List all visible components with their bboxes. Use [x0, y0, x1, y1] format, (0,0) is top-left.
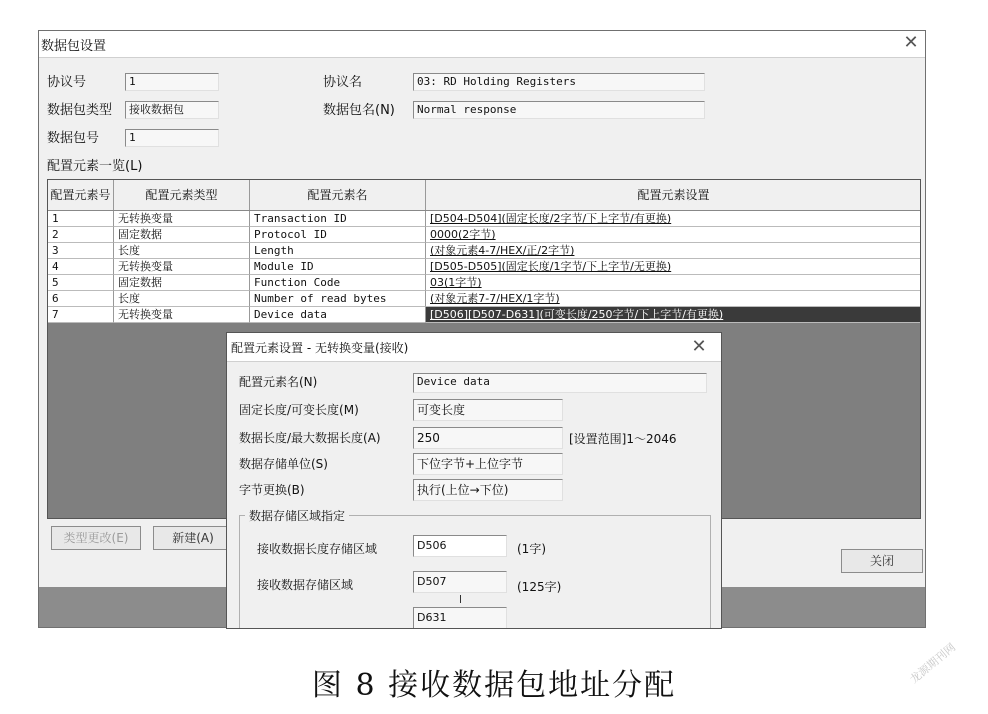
byte-swap-label: 字节更换(B) — [239, 483, 305, 497]
data-area-end-field[interactable]: D631 — [413, 607, 507, 629]
row-type: 无转换变量 — [114, 211, 250, 227]
protocol-no-field[interactable]: 1 — [125, 73, 219, 91]
table-row-selected[interactable] — [48, 307, 920, 323]
row-setting: (对象元素7-7/HEX/1字节) — [426, 291, 921, 307]
packet-type-field[interactable]: 接收数据包 — [125, 101, 219, 119]
row-type: 固定数据 — [114, 227, 250, 243]
length-type-field[interactable]: 可变长度 — [413, 399, 563, 421]
row-name: Length — [250, 243, 426, 259]
row-name: Function Code — [250, 275, 426, 291]
table-row[interactable] — [48, 211, 920, 227]
packet-no-label: 数据包号 — [47, 131, 100, 146]
range-connector — [460, 595, 461, 603]
row-type: 长度 — [114, 243, 250, 259]
protocol-name-field[interactable]: 03: RD Holding Registers — [413, 73, 705, 91]
dialog-title-bar — [227, 333, 721, 362]
row-no: 3 — [48, 243, 114, 259]
new-button[interactable]: 新建(A) — [153, 526, 233, 550]
row-name: Protocol ID — [250, 227, 426, 243]
storage-unit-field[interactable]: 下位字节+上位字节 — [413, 453, 563, 475]
row-type: 固定数据 — [114, 275, 250, 291]
packet-name-label: 数据包名(N) — [323, 103, 395, 118]
row-no: 1 — [48, 211, 114, 227]
row-name: Number of read bytes — [250, 291, 426, 307]
data-area-note: (125字) — [517, 580, 562, 594]
title-bar — [39, 31, 925, 58]
row-no: 7 — [48, 307, 114, 323]
row-setting: 03(1字节) — [426, 275, 921, 291]
row-setting: [D505-D505](固定长度/1字节/下上字节/无更换) — [426, 259, 921, 275]
protocol-no-label: 协议号 — [47, 75, 87, 90]
row-no: 2 — [48, 227, 114, 243]
close-button[interactable]: 关闭 — [841, 549, 923, 573]
row-setting: [D506][D507-D631](可变长度/250字节/下上字节/有更换) — [426, 307, 921, 323]
table-row[interactable] — [48, 259, 920, 275]
close-icon[interactable]: ✕ — [903, 32, 919, 53]
table-row[interactable] — [48, 275, 920, 291]
byte-swap-field[interactable]: 执行(上位→下位) — [413, 479, 563, 501]
data-length-range: [设置范围]1～2046 — [569, 432, 677, 446]
row-no: 5 — [48, 275, 114, 291]
table-row[interactable] — [48, 291, 920, 307]
packet-name-field[interactable]: Normal response — [413, 101, 705, 119]
header-element-name[interactable]: 配置元素名 — [250, 180, 426, 210]
header-element-type[interactable]: 配置元素类型 — [114, 180, 250, 210]
storage-unit-label: 数据存储单位(S) — [239, 457, 328, 471]
protocol-name-label: 协议名 — [323, 75, 363, 90]
data-length-label: 数据长度/最大数据长度(A) — [239, 431, 381, 445]
packet-no-field[interactable]: 1 — [125, 129, 219, 147]
dialog-close-icon[interactable]: ✕ — [691, 336, 707, 357]
header-element-no[interactable]: 配置元素号 — [48, 180, 114, 210]
data-length-field[interactable]: 250 — [413, 427, 563, 449]
row-name: Device data — [250, 307, 426, 323]
row-name: Transaction ID — [250, 211, 426, 227]
element-name-field[interactable]: Device data — [413, 373, 707, 393]
row-setting: (对象元素4-7/HEX/正/2字节) — [426, 243, 921, 259]
element-name-label: 配置元素名(N) — [239, 375, 318, 389]
figure-caption: 图 8 接收数据包地址分配 — [311, 668, 677, 703]
row-name: Module ID — [250, 259, 426, 275]
watermark: 龙源期刊网 — [907, 640, 959, 687]
header-element-setting[interactable]: 配置元素设置 — [426, 180, 921, 210]
storage-area-group-title: 数据存储区域指定 — [245, 507, 349, 524]
table-row[interactable] — [48, 227, 920, 243]
length-area-label: 接收数据长度存储区域 — [257, 542, 378, 556]
packet-type-label: 数据包类型 — [47, 103, 113, 118]
table-header — [48, 180, 920, 211]
row-type: 无转换变量 — [114, 307, 250, 323]
row-type: 无转换变量 — [114, 259, 250, 275]
row-setting: 0000(2字节) — [426, 227, 921, 243]
element-settings-dialog — [226, 332, 722, 629]
window-title: 数据包设置 — [41, 39, 107, 54]
data-area-start-field[interactable]: D507 — [413, 571, 507, 593]
change-type-button[interactable]: 类型更改(E) — [51, 526, 141, 550]
row-no: 6 — [48, 291, 114, 307]
length-area-note: (1字) — [517, 542, 546, 556]
length-type-label: 固定长度/可变长度(M) — [239, 403, 359, 417]
table-row[interactable] — [48, 243, 920, 259]
row-no: 4 — [48, 259, 114, 275]
element-list-label: 配置元素一览(L) — [47, 159, 143, 174]
dialog-title: 配置元素设置 - 无转换变量(接收) — [231, 341, 409, 355]
row-setting: [D504-D504](固定长度/2字节/下上字节/有更换) — [426, 211, 921, 227]
data-area-label: 接收数据存储区域 — [257, 578, 354, 592]
length-area-field[interactable]: D506 — [413, 535, 507, 557]
row-type: 长度 — [114, 291, 250, 307]
